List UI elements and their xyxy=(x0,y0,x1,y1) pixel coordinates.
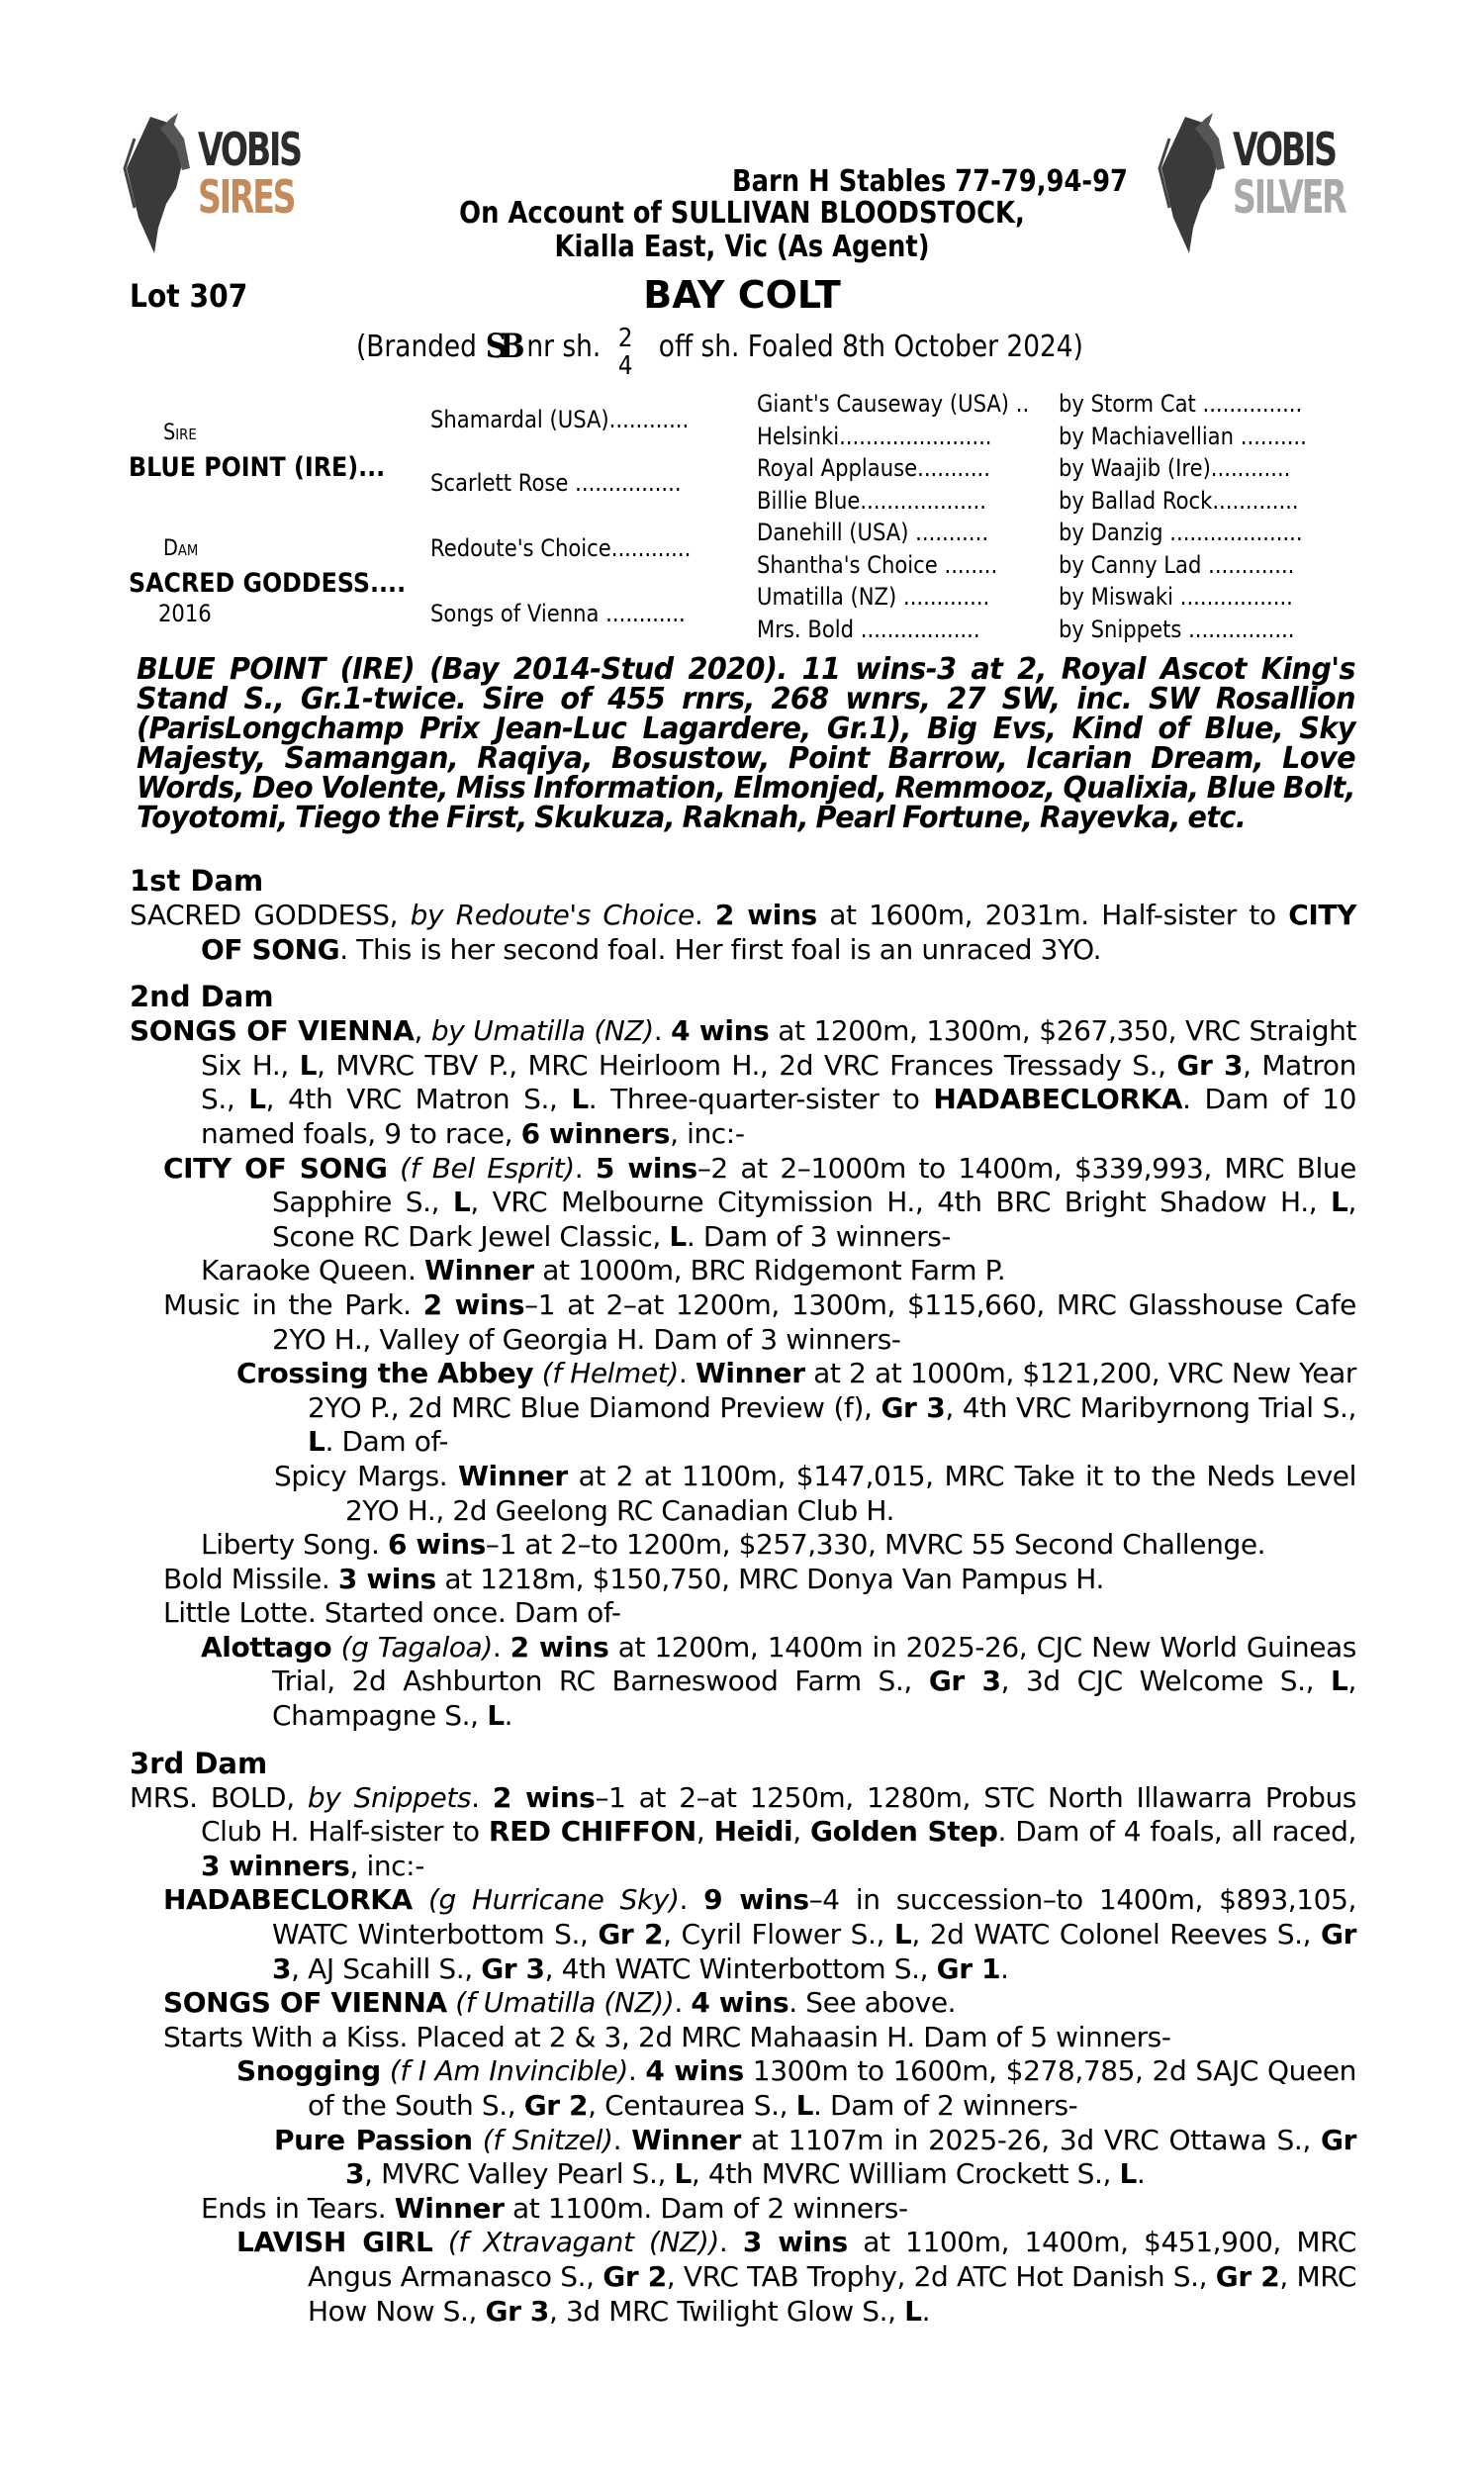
text: at 1000m, BRC Ridgemont Farm P. xyxy=(533,1254,1006,1287)
text: Bold Missile. xyxy=(163,1562,338,1595)
text: . xyxy=(627,2054,646,2088)
text: at 1600m, 2031m. Half-sister to xyxy=(816,899,1289,931)
second-dam-heading: 2nd Dam xyxy=(130,980,274,1014)
text: . xyxy=(574,1151,596,1185)
bold-text: CITY OF SONG xyxy=(201,899,1356,966)
text: . xyxy=(1000,1951,1009,1985)
text: , Champagne S., xyxy=(272,1665,1357,1733)
bold-text: 3 wins xyxy=(742,2226,848,2259)
bold-text: 6 winners xyxy=(520,1116,671,1150)
bold-text: Winner xyxy=(394,2191,505,2225)
pedigree-entry xyxy=(130,1596,1356,1631)
bold-text: Snogging xyxy=(236,2054,381,2088)
text xyxy=(447,1986,456,2019)
text: . Dam of 4 foals, all raced, xyxy=(997,1815,1356,1849)
pedigree-entry xyxy=(130,2226,1356,2329)
logo-word-sires: SIRES xyxy=(198,170,295,224)
text: . Three-quarter-sister to xyxy=(588,1083,934,1116)
text: , 2d WATC Colonel Reeves S., xyxy=(911,1918,1321,1951)
bold-text: Gr 2 xyxy=(603,2259,667,2293)
text: at 2 at 1100m, $147,015, MRC Take it to the Neds Level 2YO H., 2d Geelong RC Canadian Club H. xyxy=(345,1459,1356,1527)
text: at 1107m in 2025-26, 3d VRC Ottawa S., xyxy=(740,2123,1321,2156)
bold-text: 3 winners xyxy=(201,1849,350,1882)
italic-text: (f Helmet) xyxy=(541,1357,679,1390)
bold-text: Gr 3 xyxy=(928,1665,1001,1698)
pedigree-entry xyxy=(130,899,1356,967)
bold-text: L xyxy=(795,2089,814,2122)
brand-suffix: off sh. Foaled 8th October 2024) xyxy=(658,329,1083,364)
bold-text: L xyxy=(308,1425,325,1459)
great-grandparent: Danehill (USA) ........... xyxy=(757,519,989,546)
text: . xyxy=(1136,2157,1146,2191)
text: –1 at 2–at 1250m, 1280m, STC North Illawarra Probus Club H. Half-sister to xyxy=(201,1780,1356,1849)
text: . xyxy=(678,1357,696,1390)
third-dam-entries xyxy=(130,1781,1356,2330)
pedigree-entry xyxy=(130,1460,1356,1528)
italic-text: (g Tagaloa) xyxy=(340,1630,493,1664)
italic-text: by Snippets xyxy=(307,1780,472,1814)
pedigree-entry xyxy=(130,1357,1356,1460)
text: MRS. BOLD, xyxy=(130,1780,308,1814)
great-grandparent-sire: by Danzig .................... xyxy=(1059,519,1303,546)
text: , xyxy=(696,1815,714,1849)
great-grandparent-sire: by Snippets ................ xyxy=(1059,615,1295,643)
text: Music in the Park. xyxy=(163,1287,423,1321)
bold-text: Heidi xyxy=(713,1815,793,1849)
text: at 2 at 1000m, $121,200, VRC New Year 2YO P., 2d MRC Blue Diamond Preview (f), xyxy=(308,1357,1356,1424)
bold-text: 2 wins xyxy=(492,1780,596,1814)
italic-text: by Umatilla (NZ) xyxy=(430,1014,654,1048)
text: , MVRC TBV P., MRC Heirloom H., 2d VRC Frances Tressady S., xyxy=(317,1048,1177,1082)
text: 1300m to 1600m, $278,785, 2d SAJC Queen of the South S., xyxy=(308,2054,1356,2122)
bold-text: LAVISH GIRL xyxy=(236,2226,433,2259)
bold-text: Winner xyxy=(631,2123,741,2156)
dam-year: 2016 xyxy=(158,600,212,627)
great-grandparent: Royal Applause........... xyxy=(757,454,990,482)
text: Liberty Song. xyxy=(201,1528,388,1562)
bold-text: CITY OF SONG xyxy=(163,1151,388,1185)
text xyxy=(388,1152,401,1185)
great-grandparent-sire: by Machiavellian .......... xyxy=(1059,422,1307,450)
text: , xyxy=(792,1815,811,1849)
pedigree-entry xyxy=(130,1986,1356,2021)
logo-word-vobis: VOBIS xyxy=(198,123,301,176)
pedigree-entry xyxy=(130,1563,1356,1597)
grandparent-1: Shamardal (USA)............ xyxy=(430,406,690,433)
vendor-name: On Account of SULLIVAN BLOODSTOCK, xyxy=(459,196,1025,231)
bold-text: Gr 2 xyxy=(523,2089,589,2122)
bold-text: Pure Passion xyxy=(274,2123,473,2156)
text: , VRC Melbourne Citymission H., 4th BRC Bright Shadow H., xyxy=(470,1186,1332,1219)
text: , xyxy=(414,1014,431,1048)
text: at 1100m, 1400m, $451,900, MRC Angus Armanasco S., xyxy=(308,2226,1356,2293)
bold-text: SONGS OF VIENNA xyxy=(163,1986,447,2020)
text: . xyxy=(612,2123,632,2156)
text: . xyxy=(492,1630,510,1664)
italic-text: (g Hurricane Sky) xyxy=(427,1883,680,1917)
great-grandparent-sire: by Miswaki ................. xyxy=(1059,583,1293,611)
bold-text: Gr 3 xyxy=(481,1951,545,1985)
text: –2 at 2–1000m to 1400m, $339,993, MRC Blue Sapphire S., xyxy=(272,1151,1356,1219)
bold-text: L xyxy=(299,1048,318,1082)
italic-text: (f I Am Invincible) xyxy=(389,2054,628,2088)
fraction-top: 2 xyxy=(617,324,633,353)
text: , 3d MRC Twilight Glow S., xyxy=(548,2294,905,2328)
text: SACRED GODDESS, xyxy=(130,899,411,931)
great-grandparent: Helsinki....................... xyxy=(757,422,992,450)
text: , AJ Scahill S., xyxy=(291,1951,482,1985)
text: . xyxy=(504,1699,513,1733)
text: Starts With a Kiss. Placed at 2 & 3, 2d MRC Mahaasin H. Dam of 5 winners- xyxy=(163,2020,1171,2053)
grandparent-2: Scarlett Rose ................ xyxy=(430,469,682,497)
bold-text: 6 wins xyxy=(387,1528,486,1562)
bold-text: L xyxy=(1331,1186,1348,1219)
text: –1 at 2–at 1200m, 1300m, $115,660, MRC Glasshouse Cafe 2YO H., Valley of Georgia H. Dam of 3 winners- xyxy=(272,1287,1356,1356)
text xyxy=(533,1357,542,1389)
brand-mid: nr sh. xyxy=(526,329,602,364)
pedigree-entry xyxy=(130,1288,1356,1357)
horse-jockey-icon xyxy=(121,109,200,257)
bold-text: 4 wins xyxy=(645,2054,744,2088)
bold-text: Gr 3 xyxy=(881,1390,946,1424)
bold-text: L xyxy=(1331,1665,1348,1698)
pedigree-entry xyxy=(130,2124,1356,2192)
italic-text: (f Xtravagant (NZ)) xyxy=(447,2226,719,2259)
bold-text: 2 wins xyxy=(422,1287,525,1321)
sire-label: Sire xyxy=(163,421,197,445)
fraction-bottom: 4 xyxy=(617,351,633,381)
sire-summary: BLUE POINT (IRE) (Bay 2014-Stud 2020). 11 wins-3 at 2, Royal Ascot King's Stand S., Gr.1-twice. Sire of 455 rnrs, 268 wnrs, 27 SW, inc. SW Rosallion (ParisLongchamp Prix Jean-Luc Lagardere, Gr.1), Big Evs, Kind of Blue, Sky Majesty, Samangan, Raqiya, Bosustow, Point Barrow, Icarian Dream, Love Words, Deo Volente, Miss Information, Elmonjed, Remmooz, Qualixia, Blue Bolt, Toyotomi, Tiego the First, Skukuza, Raknah, Pearl Fortune, Rayevka, etc. xyxy=(137,652,1355,835)
great-grandparent-sire: by Ballad Rock............. xyxy=(1059,486,1299,515)
text: . Dam of- xyxy=(325,1425,449,1459)
third-dam-heading: 3rd Dam xyxy=(130,1746,268,1780)
bold-text: 4 wins xyxy=(671,1014,770,1048)
bold-text: Gr 2 xyxy=(598,1918,664,1951)
text: . xyxy=(674,1986,692,2020)
great-grandparent-sire: by Canny Lad ............. xyxy=(1059,550,1295,579)
brand-fraction xyxy=(618,325,633,380)
text: . Dam of 2 winners- xyxy=(813,2089,1078,2122)
text: , Scone RC Dark Jewel Classic, xyxy=(272,1186,1356,1253)
bold-text: L xyxy=(248,1083,266,1116)
text: . xyxy=(921,2294,931,2328)
text: –1 at 2–to 1200m, $257,330, MVRC 55 Second Challenge. xyxy=(485,1528,1266,1562)
bold-text: 9 wins xyxy=(703,1883,809,1917)
bold-text: L xyxy=(487,1699,505,1733)
bold-text: L xyxy=(452,1186,471,1219)
bold-text: Alottago xyxy=(201,1630,332,1664)
text xyxy=(473,2124,483,2156)
pedigree-entry xyxy=(130,1883,1356,1986)
great-grandparent: Giant's Causeway (USA) .. xyxy=(757,390,1030,418)
italic-text: by Redoute's Choice xyxy=(410,899,695,931)
bold-text: 2 wins xyxy=(714,899,817,931)
pedigree-entry xyxy=(130,1254,1356,1288)
first-dam-heading: 1st Dam xyxy=(130,864,264,898)
bold-text: 5 wins xyxy=(595,1151,697,1185)
bold-text: Gr 3 xyxy=(345,2123,1356,2191)
second-dam-entries xyxy=(130,1014,1356,1733)
text xyxy=(331,1631,340,1664)
text: , Cyril Flower S., xyxy=(663,1918,894,1951)
text xyxy=(432,2226,447,2258)
grandparent-4: Songs of Vienna ............ xyxy=(430,600,686,627)
text xyxy=(381,2054,390,2087)
bold-text: Golden Step xyxy=(810,1815,998,1849)
lot-number: Lot 307 xyxy=(130,277,248,315)
brand-description xyxy=(356,319,1083,381)
text: Spicy Margs. xyxy=(274,1459,459,1492)
bold-text: Winner xyxy=(423,1254,534,1287)
brand-prefix: (Branded xyxy=(356,329,477,364)
text: . xyxy=(679,1883,704,1917)
bold-text: 4 wins xyxy=(691,1986,789,2020)
text: . xyxy=(718,2226,743,2259)
great-grandparent-sire: by Storm Cat ............... xyxy=(1059,390,1303,418)
dam-label: Dam xyxy=(163,536,199,561)
vendor-location: Kialla East, Vic (As Agent) xyxy=(554,230,930,264)
bold-text: HADABECLORKA xyxy=(163,1883,413,1917)
italic-text: (f Umatilla (NZ)) xyxy=(455,1986,675,2020)
text: at 1200m, 1300m, $267,350, VRC Straight Six H., xyxy=(201,1014,1356,1082)
text: , Matron S., xyxy=(201,1048,1357,1116)
bold-text: L xyxy=(893,1918,912,1951)
text: . This is her second foal. Her first foal is an unraced 3YO. xyxy=(339,932,1102,966)
text: . xyxy=(694,899,715,931)
bold-text: L xyxy=(669,1219,687,1253)
great-grandparent-sire: by Waajib (Ire)............ xyxy=(1059,454,1291,482)
text: at 1200m, 1400m in 2025-26, CJC New World Guineas Trial, 2d Ashburton RC Barneswood Farm S., xyxy=(272,1630,1356,1698)
logo-word-silver: SILVER xyxy=(1233,170,1345,224)
bold-text: Gr 1 xyxy=(936,1951,1001,1985)
text: at 1100m. Dam of 2 winners- xyxy=(504,2191,908,2225)
vobis-sires-logo xyxy=(121,109,319,257)
bold-text: Gr 2 xyxy=(1215,2259,1280,2293)
bold-text: L xyxy=(1119,2157,1137,2191)
bold-text: Gr 3 xyxy=(1176,1048,1244,1082)
bold-text: L xyxy=(674,2157,692,2191)
text: , inc:- xyxy=(670,1116,745,1150)
pedigree-entry xyxy=(130,2054,1356,2123)
text: , VRC TAB Trophy, 2d ATC Hot Danish S., xyxy=(666,2259,1216,2293)
bold-text: Crossing the Abbey xyxy=(236,1357,534,1390)
italic-text: (f Snitzel) xyxy=(482,2123,613,2156)
first-dam-entries xyxy=(130,899,1356,967)
text: , 4th MVRC William Crockett S., xyxy=(691,2157,1120,2191)
text: , MVRC Valley Pearl S., xyxy=(364,2157,675,2191)
great-grandparent: Shantha's Choice ........ xyxy=(757,550,998,579)
bold-text: 3 wins xyxy=(337,1562,436,1595)
text: . xyxy=(471,1780,493,1814)
sire-name: BLUE POINT (IRE)... xyxy=(129,452,386,483)
text xyxy=(413,1883,428,1916)
text: . Dam of 3 winners- xyxy=(686,1219,952,1253)
text: , 4th VRC Maribyrnong Trial S., xyxy=(945,1390,1357,1424)
pedigree-entry xyxy=(130,1152,1356,1255)
bold-text: Gr 3 xyxy=(485,2294,549,2328)
pedigree-entry xyxy=(130,1781,1356,1884)
text: , 4th WATC Winterbottom S., xyxy=(544,1951,937,1985)
dam-name: SACRED GODDESS.... xyxy=(129,568,407,599)
pedigree-entry xyxy=(130,1528,1356,1563)
lot-title: BAY COLT xyxy=(643,273,841,317)
text: Little Lotte. Started once. Dam of- xyxy=(163,1596,621,1630)
text: , Centaurea S., xyxy=(588,2089,796,2122)
bold-text: L xyxy=(571,1083,589,1116)
bold-text: Gr 3 xyxy=(272,1918,1356,1985)
text: , inc:- xyxy=(349,1849,424,1882)
bold-text: Winner xyxy=(458,1459,568,1492)
italic-text: (f Bel Esprit) xyxy=(400,1151,575,1185)
text: . xyxy=(653,1014,672,1048)
bold-text: SONGS OF VIENNA xyxy=(130,1014,415,1048)
sale-location: Barn H Stables 77-79,94-97 xyxy=(731,164,1129,199)
bold-text: HADABECLORKA xyxy=(933,1083,1183,1116)
text: , 4th VRC Matron S., xyxy=(265,1083,572,1116)
text: –4 in succession–to 1400m, $893,105, WATC Winterbottom S., xyxy=(272,1883,1356,1951)
pedigree-entry xyxy=(130,1631,1356,1734)
grandparent-3: Redoute's Choice............ xyxy=(430,534,692,562)
pedigree-entry xyxy=(130,2192,1356,2227)
bold-text: 2 wins xyxy=(510,1630,609,1664)
great-grandparent: Umatilla (NZ) ............. xyxy=(757,583,990,611)
text: , 3d CJC Welcome S., xyxy=(1000,1665,1332,1698)
pedigree-entry xyxy=(130,2021,1356,2055)
bold-text: RED CHIFFON xyxy=(488,1815,696,1849)
bold-text: Winner xyxy=(695,1357,805,1390)
text: at 1218m, $150,750, MRC Donya Van Pampus H. xyxy=(435,1562,1104,1595)
great-grandparent: Billie Blue................... xyxy=(757,486,986,515)
pedigree-entry xyxy=(130,1014,1356,1151)
text: . See above. xyxy=(788,1986,957,2020)
text: Ends in Tears. xyxy=(201,2191,395,2225)
text: . Dam of 10 named foals, 9 to race, xyxy=(201,1083,1356,1150)
brand-mark-icon: SB xyxy=(485,327,518,366)
bold-text: L xyxy=(904,2294,922,2328)
pedigree-notes xyxy=(130,857,1356,2329)
logo-word-vobis: VOBIS xyxy=(1233,123,1336,176)
great-grandparent: Mrs. Bold .................. xyxy=(757,615,980,643)
text: , MRC How Now S., xyxy=(308,2259,1357,2328)
text: Karaoke Queen. xyxy=(201,1254,424,1287)
